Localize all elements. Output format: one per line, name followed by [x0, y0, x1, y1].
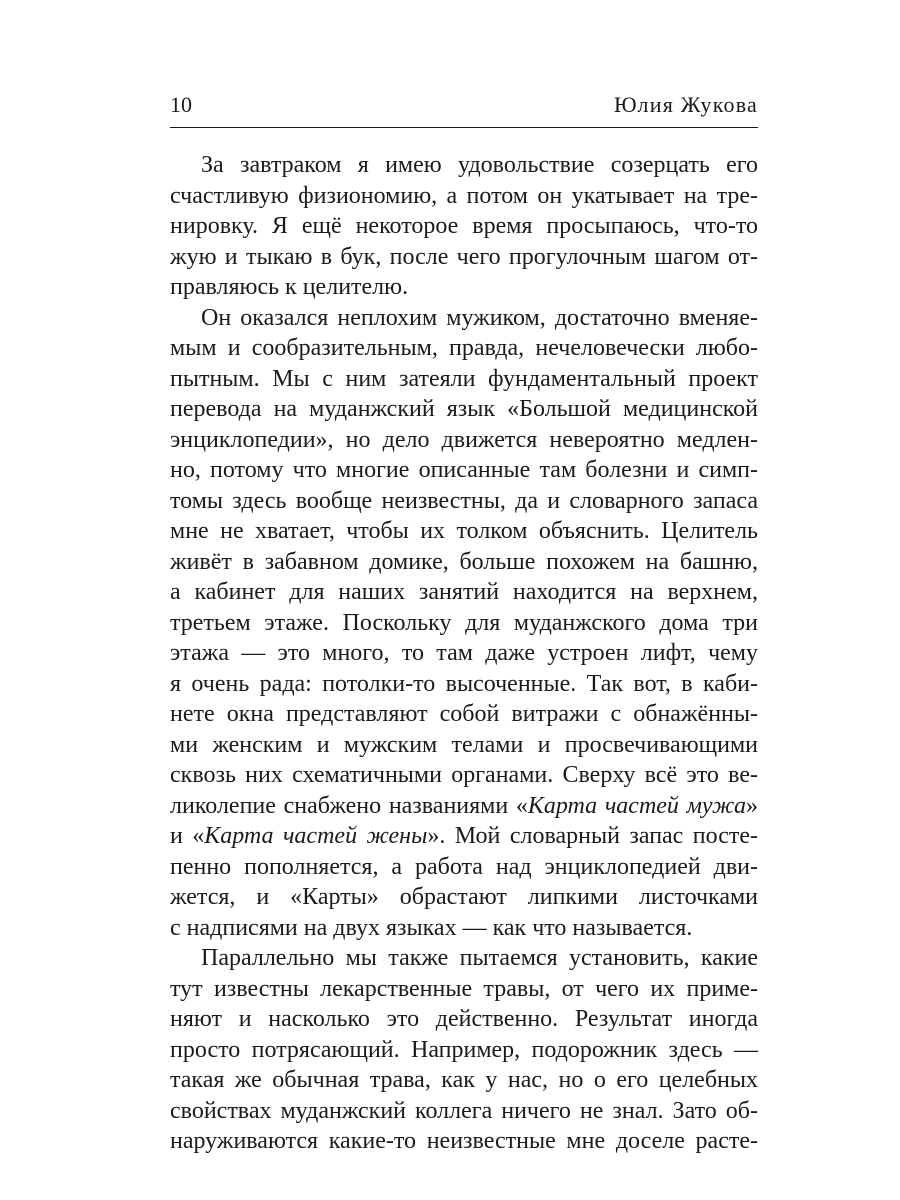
- italic-title: Карта частей жены: [204, 823, 428, 849]
- author-name: Юлия Жукова: [614, 92, 758, 117]
- text-segment: ». Мой словарный запас посте-: [427, 823, 759, 849]
- text-line: перевода на муданжский язык «Большой медицинской: [170, 396, 758, 422]
- body-text: [170, 150, 758, 1157]
- text-line: тут известны лекарственные травы, от чего их приме-: [170, 975, 758, 1002]
- text-line: Он оказался неплохим мужиком, достаточно вменяе-: [201, 304, 758, 331]
- text-line: нировку. Я ещё некоторое время просыпаюсь, что-то: [170, 213, 758, 239]
- text-segment: и «: [170, 823, 205, 849]
- page-number: 10: [170, 92, 192, 117]
- text-line: я очень рада: потолки-то высоченные. Так вот, в каби-: [170, 670, 758, 697]
- text-line: За завтраком я имею удовольствие созерцать его: [201, 152, 758, 178]
- text-line: но, потому что многие описанные там болезни и симп-: [170, 457, 758, 483]
- text-line: жую и тыкаю в бук, после чего прогулочным шагом от-: [170, 243, 758, 270]
- text-line: Параллельно мы также пытаемся установить, какие: [201, 945, 758, 971]
- text-line: а кабинет для наших занятий находится на верхнем,: [170, 579, 758, 605]
- text-line: такая же обычная трава, как у нас, но о его целебных: [170, 1067, 758, 1093]
- text-line: свойствах муданжский коллега ничего не знал. Зато об-: [170, 1097, 758, 1124]
- text-line: томы здесь вообще неизвестны, да и словарного запаса: [170, 487, 758, 514]
- italic-title: Карта частей мужа: [527, 792, 746, 819]
- text-line: живёт в забавном домике, больше похожем на башню,: [170, 548, 758, 575]
- text-line: энциклопедии», но дело движется невероятно медлен-: [170, 426, 758, 453]
- text-line: ми женским и мужским телами и просвечивающими: [170, 731, 758, 758]
- text-line: пытным. Мы с ним затеяли фундаментальный проект: [170, 365, 758, 392]
- running-head: [170, 90, 758, 126]
- text-line: просто потрясающий. Например, подорожник здесь —: [170, 1036, 758, 1063]
- text-line: жется, и «Карты» обрастают липкими листочками: [170, 884, 758, 910]
- text-segment: ликолепие снабжено названиями «: [170, 792, 528, 819]
- text-line: наруживаются какие-то неизвестные мне доселе расте-: [170, 1128, 758, 1154]
- text-line: няют и насколько это действенно. Результат иногда: [170, 1006, 758, 1032]
- text-line: мне не хватает, чтобы их толком объяснить. Целитель: [170, 518, 758, 544]
- text-line: мым и сообразительным, правда, нечеловечески любо-: [170, 335, 758, 361]
- text-segment: »: [746, 792, 758, 819]
- text-line: счастливую физиономию, а потом он укатывает на тре-: [170, 182, 758, 209]
- text-line: третьем этаже. Поскольку для муданжского дома три: [170, 609, 758, 636]
- text-line: сквозь них схематичными органами. Сверху всё это ве-: [170, 762, 758, 788]
- text-line: правляюсь к целителю.: [170, 274, 409, 300]
- text-line: пенно пополняется, а работа над энциклопедией дви-: [170, 853, 758, 880]
- header-rule: [170, 127, 758, 128]
- text-line: [170, 791, 758, 822]
- text-line: [170, 821, 758, 852]
- text-line: нете окна представляют собой витражи с обнажённы-: [170, 701, 758, 727]
- text-line: этажа — это много, то там даже устроен лифт, чему: [170, 640, 758, 666]
- text-line: с надписями на двух языках — как что называется.: [170, 914, 693, 941]
